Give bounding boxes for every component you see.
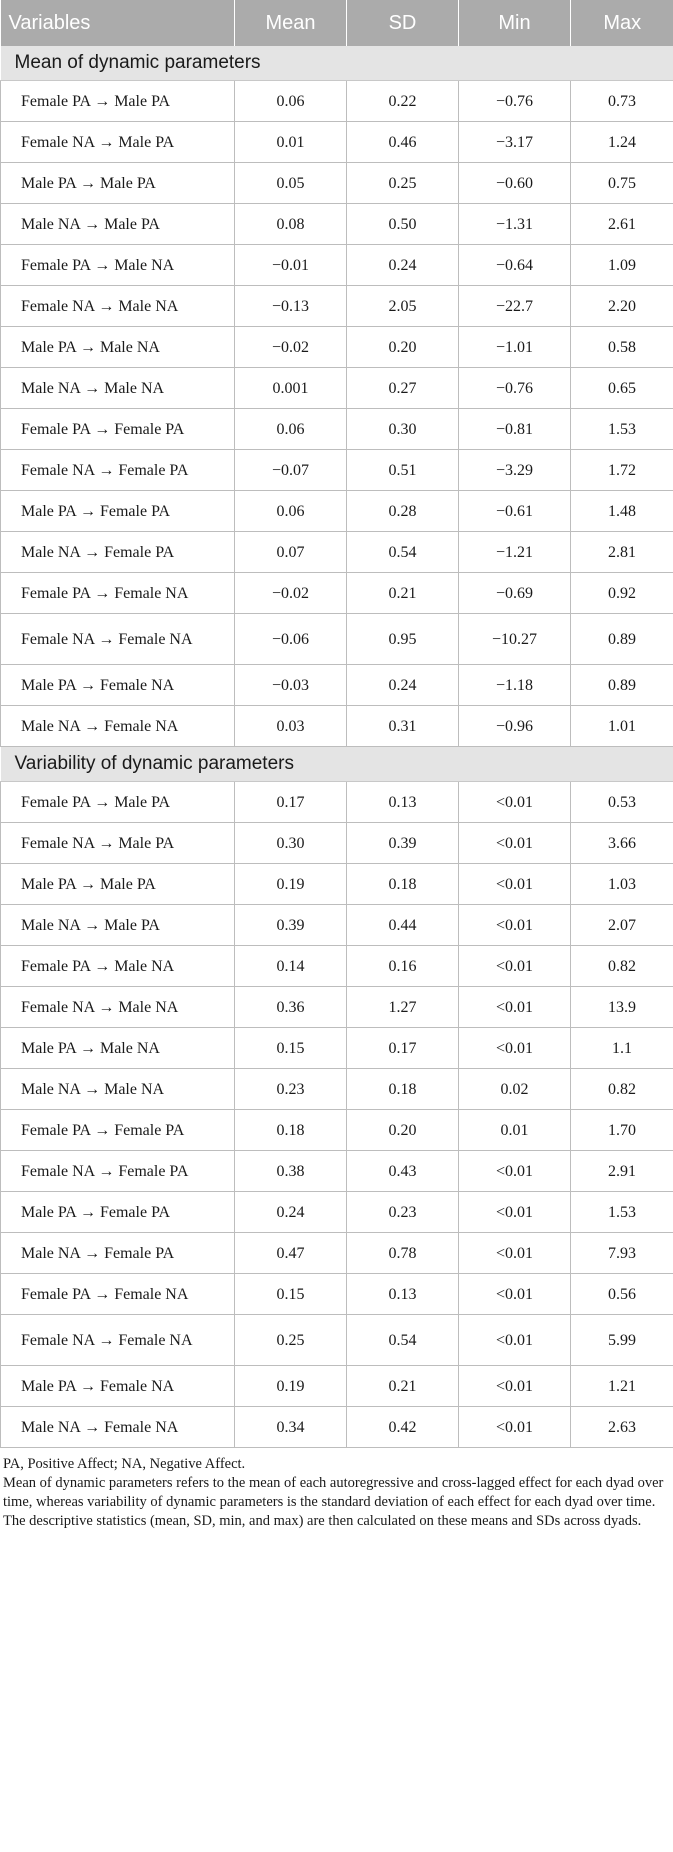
row-sd: 1.27 [347, 987, 459, 1028]
row-min: <0.01 [459, 1315, 571, 1366]
row-mean: 0.30 [235, 823, 347, 864]
row-variable: Male NA → Female NA [1, 1407, 235, 1448]
row-variable: Male PA → Female PA [1, 491, 235, 532]
column-header-max: Max [571, 0, 673, 46]
row-max: 1.53 [571, 1192, 673, 1233]
row-min: <0.01 [459, 1233, 571, 1274]
row-variable: Female NA → Male PA [1, 823, 235, 864]
row-sd: 0.13 [347, 1274, 459, 1315]
row-max: 0.56 [571, 1274, 673, 1315]
row-min: −0.96 [459, 706, 571, 747]
table-row [1, 1407, 673, 1448]
row-sd: 0.42 [347, 1407, 459, 1448]
row-mean: −0.07 [235, 450, 347, 491]
row-mean: 0.03 [235, 706, 347, 747]
row-variable: Male NA → Male PA [1, 905, 235, 946]
table-row [1, 368, 673, 409]
row-min: <0.01 [459, 1028, 571, 1069]
row-min: <0.01 [459, 1274, 571, 1315]
row-max: 0.65 [571, 368, 673, 409]
row-max: 1.53 [571, 409, 673, 450]
row-max: 1.09 [571, 245, 673, 286]
row-sd: 0.51 [347, 450, 459, 491]
table-row [1, 823, 673, 864]
row-sd: 0.20 [347, 1110, 459, 1151]
row-mean: 0.06 [235, 491, 347, 532]
table-body [1, 46, 673, 1448]
row-variable: Female NA → Male NA [1, 286, 235, 327]
row-sd: 0.46 [347, 122, 459, 163]
table-row [1, 286, 673, 327]
table-row [1, 491, 673, 532]
table-row [1, 946, 673, 987]
table-row [1, 573, 673, 614]
row-sd: 0.16 [347, 946, 459, 987]
row-max: 2.81 [571, 532, 673, 573]
row-max: 1.01 [571, 706, 673, 747]
section-header-row [1, 46, 673, 81]
row-max: 13.9 [571, 987, 673, 1028]
row-mean: 0.39 [235, 905, 347, 946]
header-row [1, 0, 673, 46]
row-sd: 0.27 [347, 368, 459, 409]
row-sd: 0.95 [347, 614, 459, 665]
row-mean: 0.14 [235, 946, 347, 987]
row-variable: Female PA → Male NA [1, 245, 235, 286]
section-title: Mean of dynamic parameters [1, 46, 673, 81]
row-variable: Male PA → Male NA [1, 327, 235, 368]
footnote-description: Mean of dynamic parameters refers to the mean of each autoregressive and cross-lagged effect for each dyad over time, whereas variability of dynamic parameters is the standard deviation of each effect for each dyad over time. The descriptive statistics (mean, SD, min, and max) are then calculated on these means and SDs across dyads. [3, 1475, 664, 1529]
table-row [1, 1233, 673, 1274]
row-max: 2.61 [571, 204, 673, 245]
row-min: −0.76 [459, 81, 571, 122]
row-mean: 0.34 [235, 1407, 347, 1448]
row-mean: 0.15 [235, 1028, 347, 1069]
row-variable: Female PA → Male PA [1, 782, 235, 823]
row-min: −22.7 [459, 286, 571, 327]
row-min: −10.27 [459, 614, 571, 665]
row-sd: 0.50 [347, 204, 459, 245]
row-min: −1.31 [459, 204, 571, 245]
row-sd: 0.13 [347, 782, 459, 823]
row-max: 1.48 [571, 491, 673, 532]
row-max: 0.53 [571, 782, 673, 823]
row-variable: Female NA → Female NA [1, 614, 235, 665]
row-min: <0.01 [459, 1366, 571, 1407]
row-min: <0.01 [459, 1407, 571, 1448]
row-mean: 0.06 [235, 81, 347, 122]
row-max: 1.70 [571, 1110, 673, 1151]
column-header-mean: Mean [235, 0, 347, 46]
row-mean: −0.02 [235, 327, 347, 368]
row-min: 0.02 [459, 1069, 571, 1110]
row-variable: Female NA → Male PA [1, 122, 235, 163]
table-row [1, 1274, 673, 1315]
row-min: −0.60 [459, 163, 571, 204]
row-mean: 0.38 [235, 1151, 347, 1192]
section-header-row [1, 747, 673, 782]
row-variable: Male NA → Female PA [1, 532, 235, 573]
row-sd: 0.23 [347, 1192, 459, 1233]
row-mean: 0.19 [235, 1366, 347, 1407]
row-max: 0.58 [571, 327, 673, 368]
table-row [1, 204, 673, 245]
table-row [1, 614, 673, 665]
row-sd: 0.44 [347, 905, 459, 946]
section-title: Variability of dynamic parameters [1, 747, 673, 782]
table-row [1, 987, 673, 1028]
row-mean: −0.02 [235, 573, 347, 614]
row-max: 2.20 [571, 286, 673, 327]
column-header-min: Min [459, 0, 571, 46]
row-sd: 0.43 [347, 1151, 459, 1192]
table-row [1, 1069, 673, 1110]
row-min: −3.17 [459, 122, 571, 163]
row-mean: −0.03 [235, 665, 347, 706]
row-mean: 0.23 [235, 1069, 347, 1110]
row-mean: 0.47 [235, 1233, 347, 1274]
row-max: 0.89 [571, 614, 673, 665]
row-min: −0.81 [459, 409, 571, 450]
table-row [1, 1366, 673, 1407]
row-variable: Female NA → Female NA [1, 1315, 235, 1366]
row-max: 1.03 [571, 864, 673, 905]
row-variable: Male NA → Male PA [1, 204, 235, 245]
row-min: <0.01 [459, 864, 571, 905]
row-max: 5.99 [571, 1315, 673, 1366]
table-row [1, 81, 673, 122]
table-row [1, 782, 673, 823]
column-header-sd: SD [347, 0, 459, 46]
row-max: 1.21 [571, 1366, 673, 1407]
row-mean: 0.001 [235, 368, 347, 409]
row-variable: Male NA → Female NA [1, 706, 235, 747]
row-mean: 0.19 [235, 864, 347, 905]
row-mean: 0.15 [235, 1274, 347, 1315]
row-min: −0.64 [459, 245, 571, 286]
row-max: 2.91 [571, 1151, 673, 1192]
row-variable: Female PA → Male PA [1, 81, 235, 122]
table-footnotes [0, 1448, 673, 1531]
row-sd: 0.22 [347, 81, 459, 122]
row-mean: −0.13 [235, 286, 347, 327]
row-max: 2.63 [571, 1407, 673, 1448]
table-row [1, 532, 673, 573]
row-min: −0.69 [459, 573, 571, 614]
table-row [1, 1110, 673, 1151]
row-sd: 0.18 [347, 864, 459, 905]
row-mean: 0.01 [235, 122, 347, 163]
row-variable: Female PA → Female NA [1, 573, 235, 614]
row-mean: 0.17 [235, 782, 347, 823]
row-mean: 0.25 [235, 1315, 347, 1366]
row-mean: 0.07 [235, 532, 347, 573]
row-max: 0.75 [571, 163, 673, 204]
row-min: −0.76 [459, 368, 571, 409]
row-max: 7.93 [571, 1233, 673, 1274]
row-mean: −0.06 [235, 614, 347, 665]
row-min: <0.01 [459, 782, 571, 823]
row-mean: 0.24 [235, 1192, 347, 1233]
row-variable: Female NA → Female PA [1, 1151, 235, 1192]
row-mean: 0.08 [235, 204, 347, 245]
row-variable: Male PA → Male PA [1, 864, 235, 905]
row-variable: Male PA → Male NA [1, 1028, 235, 1069]
table-row [1, 122, 673, 163]
table-row [1, 450, 673, 491]
row-mean: −0.01 [235, 245, 347, 286]
row-sd: 0.25 [347, 163, 459, 204]
row-min: −1.21 [459, 532, 571, 573]
row-max: 0.82 [571, 1069, 673, 1110]
row-max: 0.73 [571, 81, 673, 122]
row-min: <0.01 [459, 1151, 571, 1192]
row-sd: 0.18 [347, 1069, 459, 1110]
row-sd: 0.21 [347, 1366, 459, 1407]
row-min: <0.01 [459, 946, 571, 987]
row-variable: Female PA → Male NA [1, 946, 235, 987]
row-sd: 2.05 [347, 286, 459, 327]
table-row [1, 1192, 673, 1233]
row-sd: 0.24 [347, 245, 459, 286]
row-sd: 0.31 [347, 706, 459, 747]
row-min: <0.01 [459, 987, 571, 1028]
row-variable: Male NA → Male NA [1, 1069, 235, 1110]
table-row [1, 706, 673, 747]
row-max: 0.89 [571, 665, 673, 706]
row-variable: Female PA → Female PA [1, 1110, 235, 1151]
footnote-abbreviations: PA, Positive Affect; NA, Negative Affect. [3, 1456, 246, 1472]
table-row [1, 665, 673, 706]
row-sd: 0.78 [347, 1233, 459, 1274]
row-min: <0.01 [459, 905, 571, 946]
row-mean: 0.18 [235, 1110, 347, 1151]
table-row [1, 163, 673, 204]
row-max: 3.66 [571, 823, 673, 864]
row-variable: Female NA → Female PA [1, 450, 235, 491]
row-variable: Female PA → Female PA [1, 409, 235, 450]
row-max: 0.92 [571, 573, 673, 614]
row-variable: Female PA → Female NA [1, 1274, 235, 1315]
table-row [1, 409, 673, 450]
row-sd: 0.20 [347, 327, 459, 368]
row-variable: Male NA → Female PA [1, 1233, 235, 1274]
row-max: 1.1 [571, 1028, 673, 1069]
row-min: −3.29 [459, 450, 571, 491]
table-row [1, 1151, 673, 1192]
row-sd: 0.54 [347, 1315, 459, 1366]
row-sd: 0.21 [347, 573, 459, 614]
row-max: 0.82 [571, 946, 673, 987]
row-mean: 0.36 [235, 987, 347, 1028]
table-header [1, 0, 673, 46]
row-min: −1.01 [459, 327, 571, 368]
row-mean: 0.06 [235, 409, 347, 450]
row-max: 1.24 [571, 122, 673, 163]
column-header-variables: Variables [1, 0, 235, 46]
row-variable: Female NA → Male NA [1, 987, 235, 1028]
table-row [1, 1028, 673, 1069]
table-row [1, 245, 673, 286]
table-row [1, 1315, 673, 1366]
row-variable: Male PA → Female PA [1, 1192, 235, 1233]
row-variable: Male NA → Male NA [1, 368, 235, 409]
row-max: 1.72 [571, 450, 673, 491]
table-row [1, 905, 673, 946]
row-sd: 0.39 [347, 823, 459, 864]
row-min: −1.18 [459, 665, 571, 706]
row-min: 0.01 [459, 1110, 571, 1151]
row-min: <0.01 [459, 1192, 571, 1233]
row-min: <0.01 [459, 823, 571, 864]
row-min: −0.61 [459, 491, 571, 532]
row-variable: Male PA → Male PA [1, 163, 235, 204]
row-sd: 0.24 [347, 665, 459, 706]
row-variable: Male PA → Female NA [1, 665, 235, 706]
table-row [1, 864, 673, 905]
row-max: 2.07 [571, 905, 673, 946]
row-sd: 0.30 [347, 409, 459, 450]
row-sd: 0.17 [347, 1028, 459, 1069]
row-mean: 0.05 [235, 163, 347, 204]
row-sd: 0.54 [347, 532, 459, 573]
row-variable: Male PA → Female NA [1, 1366, 235, 1407]
table-row [1, 327, 673, 368]
row-sd: 0.28 [347, 491, 459, 532]
